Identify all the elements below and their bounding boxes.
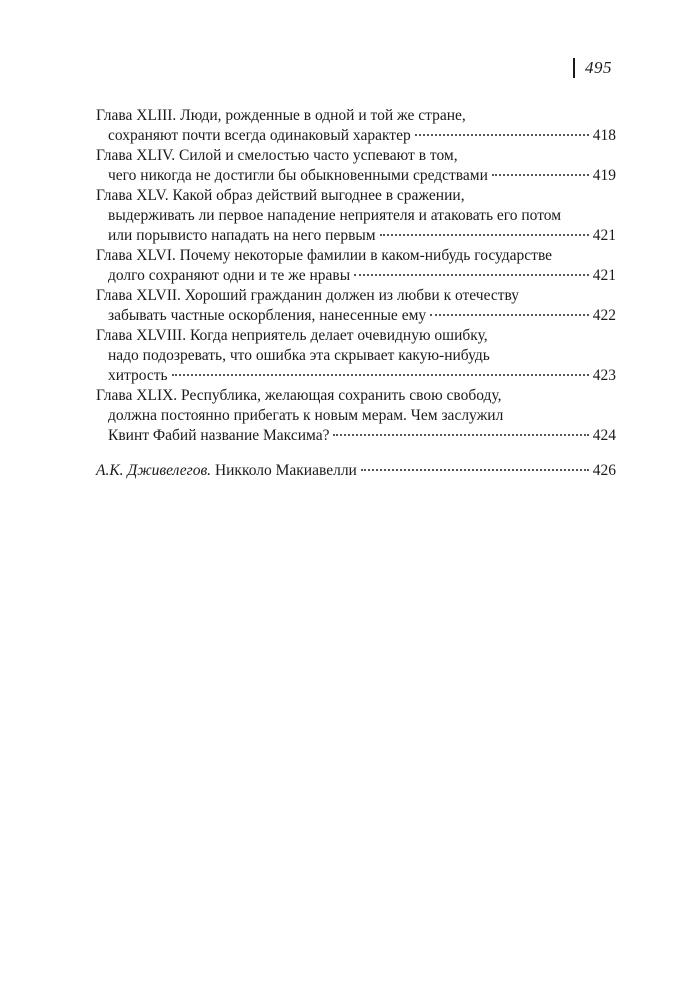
dot-leader (415, 134, 589, 136)
toc-page-number: 423 (592, 367, 616, 384)
toc-line: надо подозревать, что ошибка эта скрывает какую-нибудь (108, 347, 490, 364)
toc-line: выдерживать ли первое нападение неприятеля и атаковать его потом (108, 207, 562, 224)
toc-page-number: 422 (592, 307, 616, 324)
toc-entry[interactable] (96, 326, 616, 386)
toc-line: Квинт Фабий название Максима? (108, 427, 330, 444)
toc-entry[interactable] (96, 146, 616, 186)
toc-line: Глава XLIX. Республика, желающая сохранить свою свободу, (96, 387, 502, 404)
afterword-title: Никколо Макиавелли (214, 462, 357, 479)
toc-line: долго сохраняют одни и те же нравы (108, 267, 351, 284)
toc-entry[interactable] (96, 246, 616, 286)
toc-line: чего никогда не достигли бы обыкновенными средствами (108, 167, 488, 184)
afterword-page-number: 426 (592, 462, 616, 479)
toc-entry[interactable] (96, 386, 616, 446)
header-rule (573, 58, 575, 78)
dot-leader (492, 174, 589, 176)
toc-line: Глава XLVII. Хороший гражданин должен из любви к отечеству (96, 287, 520, 304)
toc-entry[interactable] (96, 106, 616, 146)
dot-leader (333, 434, 588, 436)
afterword-entry[interactable] (96, 462, 616, 480)
toc-line: Глава XLV. Какой образ действий выгоднее в сражении, (96, 187, 465, 204)
dot-leader (430, 314, 589, 316)
toc-last-line (96, 226, 616, 246)
toc-line: Глава XLVIII. Когда неприятель делает очевидную ошибку, (96, 327, 488, 344)
dot-leader (380, 234, 589, 236)
toc-last-line (96, 266, 616, 286)
page-number: 495 (585, 58, 612, 77)
toc-line: Глава XLVI. Почему некоторые фамилии в каком-нибудь государстве (96, 247, 553, 264)
toc-line: хитрость (108, 367, 168, 384)
toc-line: или порывисто нападать на него первым (108, 227, 376, 244)
toc-last-line (96, 126, 616, 146)
toc-page-number: 421 (592, 227, 616, 244)
toc-page-number: 418 (592, 127, 616, 144)
toc-line: Глава XLIV. Силой и смелостью часто успевают в том, (96, 147, 458, 164)
toc-last-line (96, 426, 616, 446)
toc-page-number: 419 (592, 167, 616, 184)
page-header (573, 58, 612, 78)
toc-line: сохраняют почти всегда одинаковый характер (108, 127, 411, 144)
table-of-contents (96, 106, 616, 446)
toc-last-line (96, 306, 616, 326)
dot-leader (361, 469, 589, 471)
toc-entry[interactable] (96, 286, 616, 326)
toc-page-number: 421 (592, 267, 616, 284)
toc-line: Глава XLIII. Люди, рожденные в одной и той же стране, (96, 107, 466, 124)
afterword-author: А.К. Дживелегов. (96, 462, 212, 479)
toc-entry[interactable] (96, 186, 616, 246)
dot-leader (354, 274, 589, 276)
toc-page-number: 424 (592, 427, 616, 444)
dot-leader (172, 374, 589, 376)
toc-last-line (96, 366, 616, 386)
toc-line: должна постоянно прибегать к новым мерам. Чем заслужил (108, 407, 504, 424)
toc-last-line (96, 166, 616, 186)
toc-line: забывать частные оскорбления, нанесенные ему (108, 307, 427, 324)
